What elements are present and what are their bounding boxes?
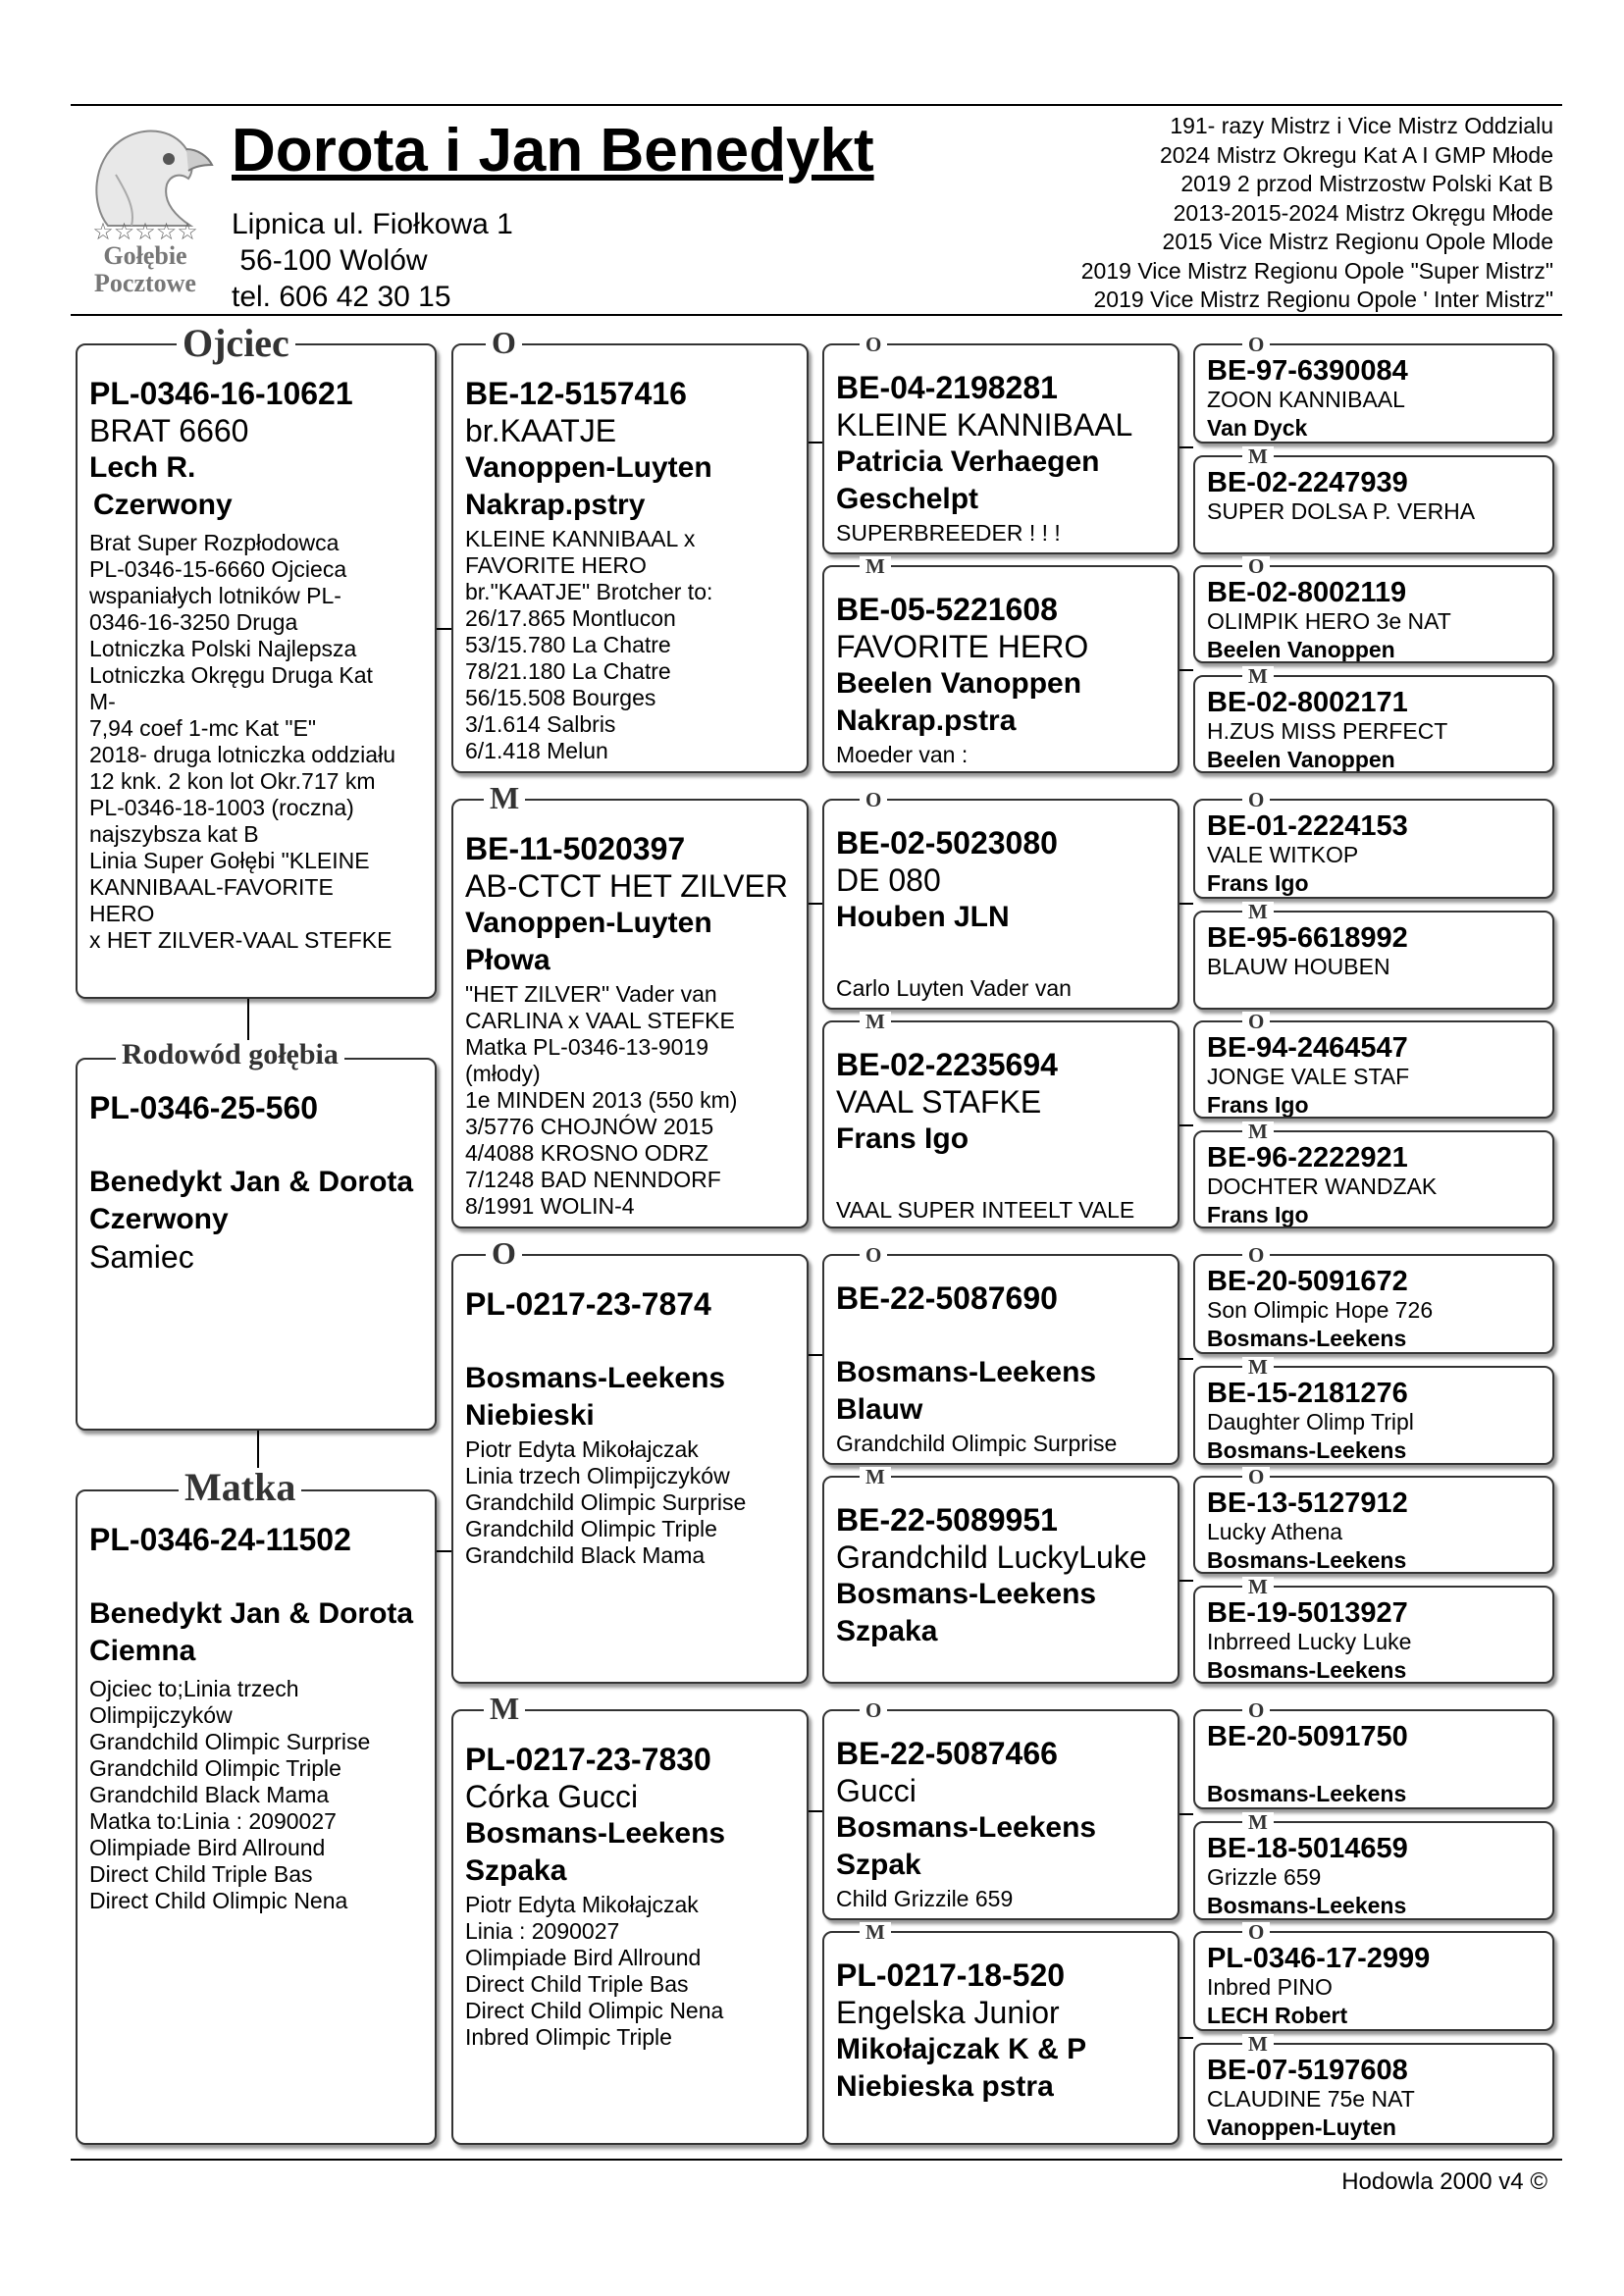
fff-sex-label: O [860,335,887,355]
mother-label: Matka [179,1468,301,1507]
mother-box [76,1489,437,2145]
header-top-rule [71,104,1562,106]
title-line: 2015 Vice Mistrz Regionu Opole Mlode [1162,229,1553,254]
fm-breeder: Vanoppen-Luyten [465,907,712,939]
ff-name: br.KAATJE [465,413,617,448]
mmm-color: Niebieska pstra [836,2070,1054,2103]
ffm-name: FAVORITE HERO [836,629,1089,664]
ancestor-sex-label: M [1242,446,1274,467]
mmf-notes: Child Grizzile 659 [836,1886,1014,1911]
ancestor-name: CLAUDINE 75e NAT [1207,2086,1415,2112]
ancestor-sex-label: M [1242,1812,1274,1833]
ancestor-name: OLIMPIK HERO 3e NAT [1207,608,1451,634]
mf-ring: PL-0217-23-7874 [465,1286,711,1322]
title-line: 2013-2015-2024 Mistrz Okręgu Młode [1173,199,1553,226]
mfm-breeder: Bosmans-Leekens [836,1578,1097,1610]
ancestor-ring: BE-18-5014659 [1207,1833,1408,1864]
fff-color: Geschelpt [836,483,979,515]
ancestor-ring: BE-96-2222921 [1207,1142,1408,1174]
logo-text-line1: Gołębie [103,241,187,270]
mfm-name: Grandchild LuckyLuke [836,1539,1147,1575]
ancestor-sex-label: M [1242,902,1274,922]
logo-stars: ☆☆☆☆☆ [92,220,198,245]
ancestor-name: VALE WITKOP [1207,842,1359,867]
mmm-name: Engelska Junior [836,1995,1060,2030]
ffm-box [822,565,1179,773]
ancestor-name: ZOON KANNIBAAL [1207,387,1405,412]
ancestor-sex-label: O [1242,1245,1270,1266]
fmm-name: VAAL STAFKE [836,1084,1042,1120]
ffm-breeder: Beelen Vanoppen [836,667,1082,700]
ancestor-name: Inbrreed Lucky Luke [1207,1629,1412,1654]
ancestor-name: H.ZUS MISS PERFECT [1207,718,1448,744]
ancestor-breeder: Bosmans-Leekens [1207,1547,1407,1573]
ancestor-name: BLAUW HOUBEN [1207,954,1390,979]
ancestor-name: Lucky Athena [1207,1519,1343,1544]
mmm-ring: PL-0217-18-520 [836,1957,1066,1993]
mfm-color: Szpaka [836,1615,938,1647]
mfm-sex-label: M [860,1467,891,1487]
mff-notes: Grandchild Olimpic Surprise [836,1431,1118,1456]
ancestor-box [1193,1821,1554,1920]
ancestor-name: JONGE VALE STAF [1207,1064,1410,1089]
mmf-box [822,1709,1179,1920]
fmf-ring: BE-02-5023080 [836,825,1058,861]
father-color: Czerwony [93,489,233,521]
mff-sex-label: O [860,1245,887,1266]
ancestor-breeder: Frans Igo [1207,1092,1309,1118]
connector [1179,1580,1193,1582]
connector [809,1354,822,1356]
ff-sex-label: O [486,327,522,358]
title-line: 2019 2 przod Mistrzostw Polski Kat B [1180,171,1553,196]
title-line: 2024 Mistrz Okregu Kat A I GMP Młode [1160,141,1553,168]
ancestor-sex-label: M [1242,1357,1274,1378]
ancestor-breeder: Van Dyck [1207,415,1308,441]
connector [1179,1813,1193,1815]
ff-color: Nakrap.pstry [465,489,646,521]
title-line: 2019 Vice Mistrz Regionu Opole ' Inter Mistrz" [1093,287,1553,312]
ancestor-ring: PL-0346-17-2999 [1207,1943,1431,1974]
mff-box [822,1254,1179,1465]
fmf-box [822,799,1179,1010]
ancestor-name: Inbred PINO [1207,1974,1333,2000]
ancestor-box [1193,1931,1554,2031]
mm-ring: PL-0217-23-7830 [465,1742,711,1777]
fm-notes: "HET ZILVER" Vader van CARLINA x VAAL STEFKE Matka PL-0346-13-9019 (młody) 1e MINDEN 2013 (550 km) 3/5776 CHOJNÓW 2015 4/4088 KROSNO ODRZ 7/1248 BAD NENNDORF 8/1991 WOLIN-4 [465,981,738,1219]
father-breeder: Lech R. [89,451,196,484]
title-line: 191- razy Mistrz i Vice Mistrz Oddzialu [1170,113,1553,138]
pigeon-breeder: Benedykt Jan & Dorota [89,1166,414,1198]
breeder-name: Dorota i Jan Benedykt [232,117,874,184]
ancestor-breeder: LECH Robert [1207,2003,1348,2028]
ancestor-sex-label: O [1242,335,1270,355]
fm-ring: BE-11-5020397 [465,831,686,866]
fm-color: Płowa [465,944,550,976]
mfm-ring: BE-22-5089951 [836,1502,1058,1538]
fmm-sex-label: M [860,1012,891,1032]
ancestor-name: Son Olimpic Hope 726 [1207,1297,1434,1323]
mother-notes: Ojciec to;Linia trzech Olimpijczyków Grandchild Olimpic Surprise Grandchild Olimpic Triple Grandchild Black Mama Matka to:Linia : 2090027 Olimpiade Bird Allround Direct Child Triple Bas Direct Child Olimpic Nena [89,1676,371,1913]
ancestor-name: Daughter Olimp Tripl [1207,1409,1414,1435]
fff-notes: SUPERBREEDER ! ! ! [836,520,1061,546]
ancestor-ring: BE-94-2464547 [1207,1032,1408,1064]
pigeon-label: Rodowód gołębia [116,1040,344,1070]
mf-box [451,1254,809,1684]
pigeon-ring: PL-0346-25-560 [89,1090,319,1125]
logo-text-line2: Pocztowe [94,269,196,297]
ancestor-name: DOCHTER WANDZAK [1207,1174,1438,1199]
ancestor-ring: BE-02-8002119 [1207,577,1407,608]
footer-rule [71,2159,1562,2161]
fmm-notes: VAAL SUPER INTEELT VALE [836,1197,1135,1223]
fmf-name: DE 080 [836,862,941,898]
fmf-breeder: Houben JLN [836,901,1010,933]
mother-breeder: Benedykt Jan & Dorota [89,1597,414,1630]
ff-ring: BE-12-5157416 [465,376,687,411]
father-notes: Brat Super Rozpłodowca PL-0346-15-6660 Ojcieca wspaniałych lotników PL- 0346-16-3250 Druga Lotniczka Polski Najlepsza Lotniczka Okręgu Druga Kat M- 7,94 coef 1-mc Kat "E" 2018- druga lotniczka oddziału 12 knk. 2 kon lot Okr.717 km PL-0346-18-1003 (roczna) najszybsza kat B Linia Super Gołębi "KLEINE KANNIBAAL-FAVORITE HERO x HET ZILVER-VAAL STEFKE [89,530,395,953]
ancestor-box [1193,1709,1554,1809]
ff-breeder: Vanoppen-Luyten [465,451,712,484]
ancestor-box [1193,675,1554,773]
ancestor-box [1193,1020,1554,1119]
fff-ring: BE-04-2198281 [836,370,1058,405]
mf-notes: Piotr Edyta Mikołajczak Linia trzech Olimpijczyków Grandchild Olimpic Surprise Grandchild Olimpic Triple Grandchild Black Mama [465,1436,747,1568]
title-line: 2019 Vice Mistrz Regionu Opole "Super Mistrz" [1080,257,1553,284]
father-box [76,343,437,999]
breeder-address-city: 56-100 Wolów [232,244,428,277]
ancestor-name: SUPER DOLSA P. VERHA [1207,498,1476,524]
ancestor-breeder: Vanoppen-Luyten [1207,2114,1396,2140]
connector [1179,1358,1193,1360]
ancestor-box [1193,1130,1554,1228]
mff-breeder: Bosmans-Leekens [836,1356,1097,1388]
mm-breeder: Bosmans-Leekens [465,1817,726,1850]
ancestor-sex-label: O [1242,556,1270,577]
fmf-notes: Carlo Luyten Vader van [836,975,1072,1001]
ancestor-box [1193,565,1554,663]
fff-breeder: Patricia Verhaegen [836,445,1100,478]
fm-sex-label: M [484,782,525,813]
ancestor-breeder: Beelen Vanoppen [1207,747,1395,772]
ancestor-ring: BE-02-8002171 [1207,687,1408,718]
ancestor-ring: BE-13-5127912 [1207,1487,1408,1519]
ffm-color: Nakrap.pstra [836,704,1017,737]
father-ring: PL-0346-16-10621 [89,376,353,411]
mfm-box [822,1476,1179,1684]
connector [1179,1124,1193,1126]
ancestor-box [1193,2043,1554,2145]
connector [437,628,452,630]
ffm-sex-label: M [860,556,891,577]
fff-box [822,343,1179,554]
ancestor-box [1193,455,1554,554]
ancestor-breeder: Beelen Vanoppen [1207,637,1395,662]
breeder-info [232,116,874,315]
ancestor-sex-label: O [1242,1012,1270,1032]
ancestor-name [1207,1752,1543,1779]
mother-ring: PL-0346-24-11502 [89,1522,351,1557]
ancestor-sex-label: M [1242,1577,1274,1597]
mmm-sex-label: M [860,1922,891,1943]
ancestor-ring: BE-95-6618992 [1207,922,1408,954]
ancestor-ring: BE-20-5091750 [1207,1721,1408,1752]
ancestor-ring: BE-19-5013927 [1207,1597,1408,1629]
mmf-breeder: Bosmans-Leekens [836,1811,1097,1844]
ancestor-name: Grizzle 659 [1207,1864,1322,1890]
pigeon-head-icon [77,116,214,234]
mm-sex-label: M [484,1693,525,1724]
ancestor-box [1193,343,1554,444]
ancestor-ring: BE-01-2224153 [1207,810,1408,842]
fmf-sex-label: O [860,790,887,810]
connector [1179,446,1193,448]
mmf-color: Szpak [836,1849,921,1881]
ancestor-sex-label: M [1242,1122,1274,1142]
fmm-box [822,1020,1179,1228]
connector [437,1550,452,1552]
ancestor-breeder: Frans Igo [1207,870,1309,896]
mm-box [451,1709,809,2145]
ancestor-ring: BE-15-2181276 [1207,1378,1408,1409]
ff-box [451,343,809,773]
ancestor-sex-label: O [1242,1467,1270,1487]
ancestor-box [1193,1586,1554,1684]
fmm-breeder: Frans Igo [836,1122,969,1155]
ancestor-ring: BE-02-2247939 [1207,467,1408,498]
ff-notes: KLEINE KANNIBAAL x FAVORITE HERO br."KAATJE" Brotcher to: 26/17.865 Montlucon 53/15.780 La Chatre 78/21.180 La Chatre 56/15.508 Bourges 3/1.614 Salbris 6/1.418 Melun [465,526,713,763]
ancestor-breeder: Bosmans-Leekens [1207,1781,1407,1806]
ancestor-box [1193,1476,1554,1574]
connector [1179,2037,1193,2039]
pigeon-color: Czerwony [89,1203,229,1235]
mm-color: Szpaka [465,1854,567,1887]
header-bottom-rule [71,314,1562,316]
mm-name: Córka Gucci [465,1779,639,1814]
mf-sex-label: O [486,1237,522,1269]
connector [809,442,822,444]
mmf-ring: BE-22-5087466 [836,1736,1058,1771]
breeder-phone: tel. 606 42 30 15 [232,281,451,313]
championship-titles [1081,112,1553,315]
father-name: BRAT 6660 [89,413,249,448]
ancestor-breeder: Bosmans-Leekens [1207,1657,1407,1683]
mmf-sex-label: O [860,1700,887,1721]
ancestor-breeder: Bosmans-Leekens [1207,1893,1407,1918]
footer-text: Hodowla 2000 v4 © [1341,2168,1547,2195]
fmm-ring: BE-02-2235694 [836,1047,1058,1082]
ancestor-box [1193,1366,1554,1465]
ancestor-sex-label: M [1242,2034,1274,2055]
ancestor-sex-label: O [1242,1700,1270,1721]
ancestor-box [1193,1254,1554,1354]
ancestor-breeder: Frans Igo [1207,1202,1309,1227]
connector [809,1810,822,1812]
ffm-notes: Moeder van : [836,742,969,767]
mff-ring: BE-22-5087690 [836,1280,1058,1316]
father-label: Ojciec [177,324,295,363]
breeder-address-street: Lipnica ul. Fiołkowa 1 [232,208,513,240]
connector [809,903,822,905]
connector [1179,903,1193,905]
fm-name: AB-CTCT HET ZILVER [465,868,788,904]
mff-color: Blauw [836,1393,923,1426]
mf-breeder: Bosmans-Leekens [465,1362,726,1394]
pigeon-logo [77,116,214,302]
mf-color: Niebieski [465,1399,595,1432]
ancestor-ring: BE-20-5091672 [1207,1266,1408,1297]
ancestor-box [1193,911,1554,1010]
pigeon-sex: Samiec [89,1239,194,1275]
ancestor-ring: BE-97-6390084 [1207,355,1408,387]
mother-color: Ciemna [89,1635,196,1667]
ancestor-sex-label: O [1242,1922,1270,1943]
mmm-box [822,1931,1179,2145]
ancestor-sex-label: M [1242,666,1274,687]
mmf-name: Gucci [836,1773,917,1808]
ffm-ring: BE-05-5221608 [836,592,1058,627]
ancestor-breeder: Bosmans-Leekens [1207,1326,1407,1351]
ancestor-breeder: Bosmans-Leekens [1207,1437,1407,1463]
mmm-breeder: Mikołajczak K & P [836,2033,1087,2065]
connector [1179,669,1193,671]
pigeon-box [76,1058,437,1431]
ancestor-ring: BE-07-5197608 [1207,2055,1408,2086]
fm-box [451,799,809,1228]
ancestor-sex-label: O [1242,790,1270,810]
ancestor-box [1193,799,1554,899]
fff-name: KLEINE KANNIBAAL [836,407,1133,443]
mm-notes: Piotr Edyta Mikołajczak Linia : 2090027 Olimpiade Bird Allround Direct Child Triple Bas Direct Child Olimpic Nena Inbred Olimpic Triple [465,1892,724,2050]
